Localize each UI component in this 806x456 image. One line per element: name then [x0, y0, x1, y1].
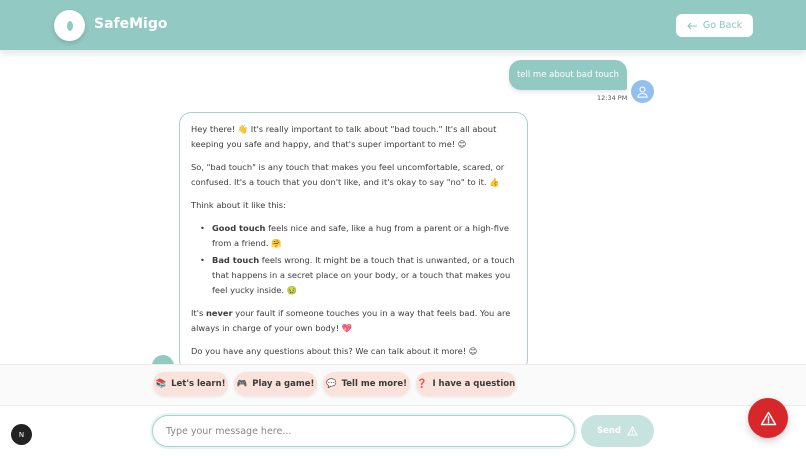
- chip-label: Tell me more!: [341, 379, 407, 389]
- gamepad-icon: 🎮: [236, 379, 248, 389]
- quick-reply-lets-learn[interactable]: [153, 372, 228, 396]
- divider: [0, 405, 806, 406]
- dev-badge[interactable]: N: [11, 424, 32, 445]
- text-segment: your fault if someone touches you in a way that feels bad. You are always in charge of your own body! 💖: [191, 308, 511, 333]
- emergency-button[interactable]: [748, 398, 788, 438]
- text-segment: It's: [191, 308, 206, 318]
- message-input[interactable]: [153, 416, 574, 446]
- bullet-bold: Good touch: [212, 223, 266, 233]
- brand-name: SafeMigo: [94, 16, 168, 32]
- alert-triangle-icon: [760, 411, 777, 426]
- user-avatar: [631, 80, 654, 103]
- app-header: [0, 0, 806, 50]
- bot-avatar: [152, 355, 174, 364]
- quick-reply-tell-more[interactable]: [323, 372, 410, 396]
- logo: [54, 10, 85, 41]
- leaf-icon: [67, 21, 73, 31]
- go-back-button[interactable]: [676, 14, 753, 37]
- bot-paragraph: So, "bad touch" is any touch that makes you feel uncomfortable, scared, or confused. It's a touch that you don't like, and it's okay to say "no" to it. 👍: [191, 162, 505, 187]
- bot-paragraph: Hey there! 👋 It's really important to talk about "bad touch." It's all about keeping you safe and happy, and that's super important to me! 😊: [191, 124, 497, 149]
- user-icon: [637, 86, 648, 98]
- books-icon: 📚: [155, 379, 167, 389]
- bullet-text: feels nice and safe, like a hug from a parent or a high-five from a friend. 🤗: [212, 223, 509, 248]
- chat-area[interactable]: [0, 50, 806, 364]
- chip-label: Let's learn!: [171, 379, 226, 389]
- go-back-label: Go Back: [702, 20, 743, 31]
- bot-paragraph: [191, 306, 516, 336]
- chip-label: Play a game!: [252, 379, 315, 389]
- bullet-text: feels wrong. It might be a touch that is unwanted, or a touch that happens in a secret place on your body, or a touch that makes you feel yucky inside. 🤢: [212, 255, 515, 295]
- user-message-text: tell me about bad touch: [516, 70, 620, 80]
- bot-bullet-list: [191, 221, 516, 298]
- send-button[interactable]: [581, 415, 654, 447]
- bullet-item: [200, 221, 516, 251]
- quick-reply-question[interactable]: [416, 372, 516, 396]
- bot-paragraph: Think about it like this:: [191, 200, 286, 210]
- bullet-item: [200, 253, 516, 298]
- warning-icon: [627, 426, 638, 436]
- bullet-bold: Bad touch: [212, 255, 260, 265]
- quick-replies: [0, 365, 806, 405]
- message-timestamp: 12:34 PM: [597, 94, 628, 102]
- text-bold: never: [205, 308, 233, 318]
- user-message-bubble: [509, 60, 627, 90]
- speech-bubble-icon: 💬: [326, 379, 337, 389]
- bot-paragraph: Do you have any questions about this? We can talk about it more! 😊: [191, 346, 478, 356]
- message-input-wrapper: [152, 415, 575, 447]
- chip-label: I have a question: [432, 379, 516, 389]
- arrow-left-icon: [687, 22, 698, 30]
- bot-message-bubble: [179, 112, 528, 364]
- quick-reply-play-game[interactable]: [234, 372, 317, 396]
- send-label: Send: [596, 426, 622, 436]
- question-icon: ❓: [416, 379, 428, 389]
